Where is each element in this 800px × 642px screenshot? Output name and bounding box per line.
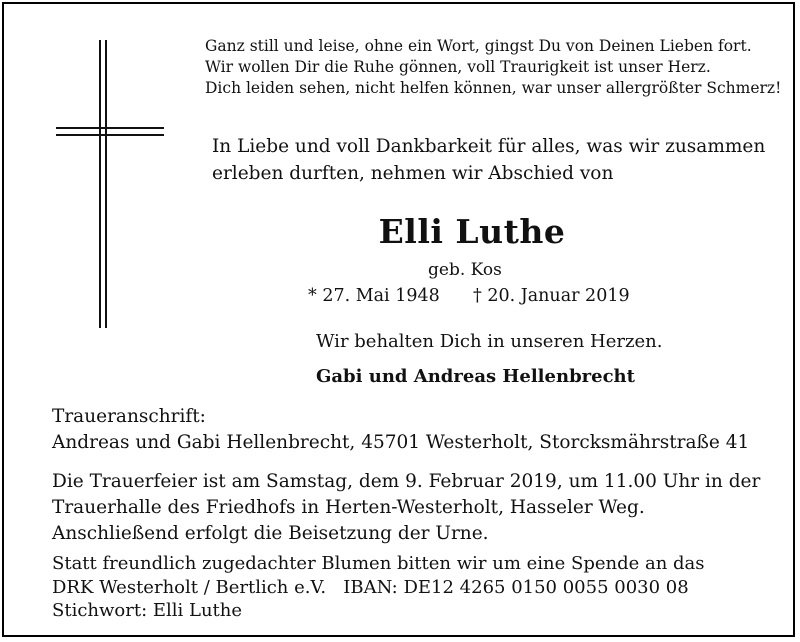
service-line: Die Trauerfeier ist am Samstag, dem 9. Februar 2019, um 11.00 Uhr in der (52, 471, 761, 492)
intro-line: erleben durften, nehmen wir Abschied von (212, 163, 614, 184)
born-name: geb. Kos (428, 260, 502, 280)
address-value: Andreas und Gabi Hellenbrecht, 45701 Westerholt, Storcksmährstraße 41 (52, 432, 750, 453)
donation-line: Stichwort: Elli Luthe (52, 600, 243, 621)
intro-text (212, 133, 765, 187)
deceased-name-row (0, 212, 800, 251)
birth-date: * 27. Mai 1948 (308, 286, 440, 306)
signers: Gabi und Andreas Hellenbrecht (316, 366, 635, 387)
poem-line: Ganz still und leise, ohne ein Wort, gingst Du von Deinen Lieben fort. (205, 37, 752, 55)
poem (205, 36, 781, 99)
address-label: Traueranschrift: (52, 406, 206, 427)
donation-line: Statt freundlich zugedachter Blumen bitten wir um eine Spende an das (52, 553, 705, 574)
cross-icon (56, 40, 164, 328)
donation-line: DRK Westerholt / Bertlich e.V. IBAN: DE12 4265 0150 0055 0030 08 (52, 576, 689, 598)
deceased-name: Elli Luthe (378, 212, 566, 251)
service-line: Trauerhalle des Friedhofs in Herten-Westerholt, Hasseler Weg. (52, 497, 645, 518)
address-block (52, 404, 749, 456)
service-line: Anschließend erfolgt die Beisetzung der Urne. (52, 523, 489, 544)
poem-line: Dich leiden sehen, nicht helfen können, war unser allergrößter Schmerz! (205, 79, 782, 97)
death-date: † 20. Januar 2019 (473, 286, 630, 306)
service-block (52, 469, 760, 547)
donation-block (52, 552, 705, 623)
poem-line: Wir wollen Dir die Ruhe gönnen, voll Traurigkeit ist unser Herz. (205, 58, 711, 76)
intro-line: In Liebe und voll Dankbarkeit für alles, was wir zusammen (212, 136, 766, 157)
motto: Wir behalten Dich in unseren Herzen. (316, 331, 663, 352)
